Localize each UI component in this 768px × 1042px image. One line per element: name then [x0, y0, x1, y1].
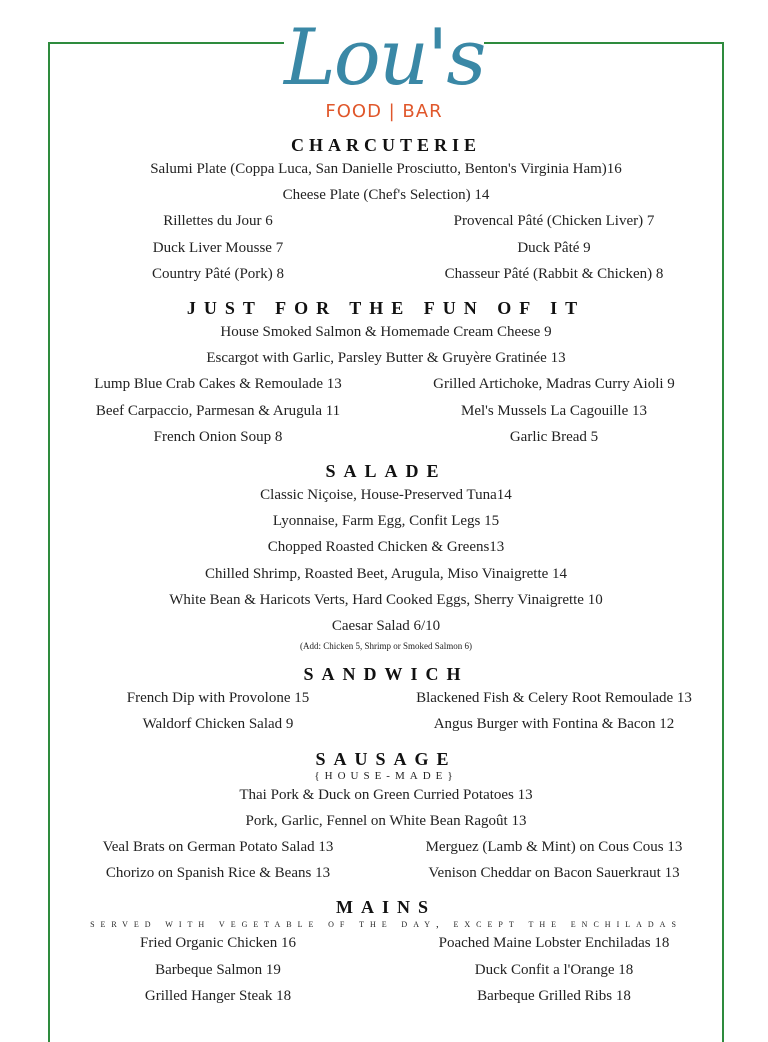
- section-title-sausage: SAUSAGE: [315, 748, 457, 769]
- menu-item: Waldorf Chicken Salad 9: [142, 716, 294, 733]
- menu-item: Classic Niçoise, House-Preserved Tuna14: [260, 487, 512, 504]
- menu-content: [50, 134, 722, 1009]
- menu-item: Lyonnaise, Farm Egg, Confit Legs 15: [272, 513, 500, 530]
- menu-item: Chorizo on Spanish Rice & Beans 13: [105, 865, 331, 882]
- menu-item: Fried Organic Chicken 16: [140, 935, 296, 952]
- menu-item: Duck Confit a l'Orange 18: [474, 961, 634, 978]
- section-subtitle-mains: served with vegetable of the day, except the enchiladas: [90, 918, 682, 931]
- logo-name: Lou's: [284, 13, 485, 103]
- menu-item: Caesar Salad 6/10: [331, 618, 441, 635]
- menu-row: [50, 834, 722, 860]
- section-title-mains: MAINS: [335, 897, 436, 918]
- menu-row: [50, 983, 722, 1009]
- logo: [284, 10, 484, 132]
- menu-item: Provencal Pâté (Chicken Liver) 7: [453, 213, 655, 230]
- menu-item: Duck Pâté 9: [517, 239, 591, 256]
- section-title-sandwich: SANDWICH: [303, 664, 469, 685]
- menu-item: Angus Burger with Fontina & Bacon 12: [433, 716, 675, 733]
- section-title-charcuterie: CHARCUTERIE: [290, 135, 482, 155]
- menu-row: [50, 711, 722, 737]
- menu-row: [50, 235, 722, 261]
- menu-item: French Dip with Provolone 15: [126, 690, 310, 707]
- menu-item: Lump Blue Crab Cakes & Remoulade 13: [94, 376, 342, 393]
- menu-item: Chopped Roasted Chicken & Greens13: [267, 539, 505, 556]
- salade-addon-note: (Add: Chicken 5, Shrimp or Smoked Salmon 6): [300, 641, 472, 652]
- menu-item: Blackened Fish & Celery Root Remoulade 13: [416, 690, 692, 707]
- menu-item: Poached Maine Lobster Enchiladas 18: [438, 935, 670, 952]
- menu-item: Grilled Artichoke, Madras Curry Aioli 9: [433, 376, 675, 393]
- menu-item: Garlic Bread 5: [509, 428, 599, 445]
- menu-item: Country Pâté (Pork) 8: [151, 265, 285, 282]
- menu-item: Barbeque Grilled Ribs 18: [477, 987, 631, 1004]
- menu-row: [50, 208, 722, 234]
- menu-item: Rillettes du Jour 6: [163, 213, 273, 230]
- menu-item: French Onion Soup 8: [153, 428, 283, 445]
- menu-item: Chasseur Pâté (Rabbit & Chicken) 8: [444, 265, 664, 282]
- menu-item: Beef Carpaccio, Parmesan & Arugula 11: [95, 402, 341, 419]
- menu-row: [50, 685, 722, 711]
- menu-row: [50, 957, 722, 983]
- menu-item: Pork, Garlic, Fennel on White Bean Ragoût 13: [245, 812, 527, 829]
- menu-item: Chilled Shrimp, Roasted Beet, Arugula, Miso Vinaigrette 14: [204, 565, 568, 582]
- menu-item: Grilled Hanger Steak 18: [144, 987, 292, 1004]
- menu-item: House Smoked Salmon & Homemade Cream Cheese 9: [220, 324, 552, 341]
- menu-item: Escargot with Garlic, Parsley Butter & Gruyère Gratinée 13: [206, 350, 566, 367]
- menu-item: Salumi Plate (Coppa Luca, San Danielle Prosciutto, Benton's Virginia Ham)16: [150, 161, 622, 177]
- menu-item: Veal Brats on German Potato Salad 13: [102, 839, 334, 856]
- section-title-fun: JUST FOR THE FUN OF IT: [186, 298, 586, 319]
- menu-item: Barbeque Salmon 19: [155, 961, 281, 978]
- menu-item: Venison Cheddar on Bacon Sauerkraut 13: [428, 865, 680, 882]
- menu-row: [50, 930, 722, 956]
- section-title-salade: SALADE: [325, 461, 447, 482]
- menu-item: Duck Liver Mousse 7: [152, 239, 284, 256]
- menu-item: Thai Pork & Duck on Green Curried Potatoes 13: [239, 786, 533, 803]
- menu-row: [50, 860, 722, 886]
- menu-item: Mel's Mussels La Cagouille 13: [460, 402, 648, 419]
- menu-row: [50, 424, 722, 450]
- logo-tagline: FOOD | BAR: [325, 101, 443, 122]
- menu-item: Cheese Plate (Chef's Selection) 14: [282, 187, 490, 204]
- section-subtitle-sausage: {HOUSE-MADE}: [314, 769, 458, 782]
- menu-row: [50, 398, 722, 424]
- menu-row: [50, 371, 722, 397]
- menu-row: [50, 261, 722, 287]
- menu-item: Merguez (Lamb & Mint) on Cous Cous 13: [425, 839, 683, 856]
- menu-item: White Bean & Haricots Verts, Hard Cooked Eggs, Sherry Vinaigrette 10: [169, 591, 603, 608]
